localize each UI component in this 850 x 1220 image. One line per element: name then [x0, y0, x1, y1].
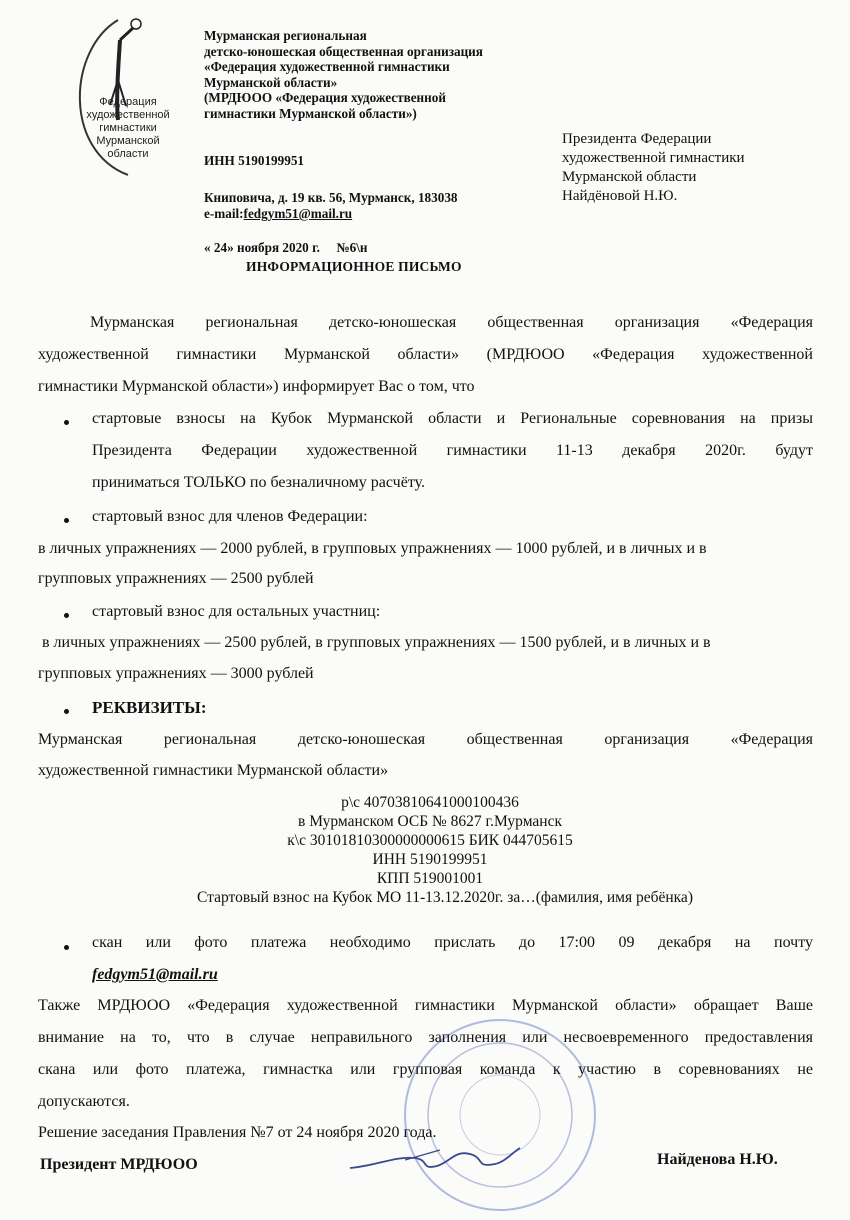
closing-line: скана или фото платежа, гимнастка или групповая команда к участию в соревнованиях не: [38, 1061, 813, 1078]
requisites-heading: РЕКВИЗИТЫ:: [92, 698, 207, 717]
bank-branch: в Мурманском ОСБ № 8627 г.Мурманск: [298, 813, 562, 830]
closing-line: внимание на то, что в случае неправильного заполнения или несвоевременного предоставления: [38, 1029, 813, 1046]
organization-header: [204, 28, 483, 121]
bullet-point: [64, 420, 69, 425]
bank-kpp: КПП 519001001: [376, 870, 484, 887]
bullet3-line: групповых упражнениях — 3000 рублей: [38, 665, 314, 682]
intro-line: гимнастики Мурманской области») информирует Вас о том, что: [38, 378, 475, 395]
bullet3-head: стартовый взнос для остальных участниц:: [92, 603, 381, 620]
requisites-org-line: художественной гимнастики Мурманской области»: [38, 762, 389, 779]
bullet-point: [64, 613, 69, 618]
requisites-org-line: Мурманская региональная детско-юношеская общественная организация «Федерация: [38, 731, 813, 748]
recipient-line: Найдёновой Н.Ю.: [562, 188, 678, 204]
logo-text: [78, 96, 178, 161]
org-line: Мурманская региональная: [204, 28, 367, 43]
org-line: «Федерация художественной гимнастики: [204, 59, 450, 74]
recipient-line: Президента Федерации: [562, 131, 712, 147]
logo-text-line: гимнастики: [99, 122, 157, 134]
payment-purpose: Стартовый взнос на Кубок МО 11-13.12.2020г. за…(фамилия, имя ребёнка): [197, 889, 693, 906]
logo-text-line: Федерация: [99, 96, 157, 108]
bullet2-line: в личных упражнениях — 2000 рублей, в групповых упражнениях — 1000 рублей, и в личных и в: [38, 540, 707, 557]
letter-number: №6\н: [336, 240, 368, 255]
bullet-point: [64, 709, 69, 714]
org-email-link[interactable]: fedgym51@mail.ru: [243, 206, 353, 221]
intro-line: Мурманская региональная детско-юношеская общественная организация «Федерация: [90, 314, 813, 331]
letter-title: ИНФОРМАЦИОННОЕ ПИСЬМО: [246, 259, 462, 274]
bullet-point: [64, 945, 69, 950]
recipient-line: художественной гимнастики: [562, 150, 745, 166]
org-line: (МРДЮОО «Федерация художественной: [204, 90, 446, 105]
org-email-line: [204, 206, 458, 222]
bullet1-line: Президента Федерации художественной гимнастики 11-13 декабря 2020г. будут: [92, 442, 813, 459]
intro-line: художественной гимнастики Мурманской области» (МРДЮОО «Федерация художественной: [38, 346, 813, 363]
bullet2-head: стартовый взнос для членов Федерации:: [92, 508, 368, 525]
payment-email-link[interactable]: fedgym51@mail.ru: [92, 966, 218, 983]
decision-note: Решение заседания Правления №7 от 24 ноября 2020 года.: [38, 1124, 437, 1141]
bank-inn: ИНН 5190199951: [372, 851, 488, 868]
bank-details: [100, 793, 760, 907]
closing-line: Также МРДЮОО «Федерация художественной гимнастики Мурманской области» обращает Ваше: [38, 997, 813, 1014]
org-line: Мурманской области»: [204, 74, 338, 90]
bullet2-line: групповых упражнениях — 2500 рублей: [38, 570, 314, 587]
recipient-block: [562, 130, 745, 206]
bullet4-line: скан или фото платежа необходимо прислать до 17:00 09 декабря на почту: [92, 934, 813, 951]
bank-correspondent: к\с 30101810300000000615 БИК 044705615: [287, 832, 573, 849]
org-address: Книповича, д. 19 кв. 56, Мурманск, 183038: [204, 190, 458, 205]
bullet4-email-line: [92, 966, 218, 984]
bullet1-line: стартовые взносы на Кубок Мурманской области и Региональные соревнования на призы: [92, 410, 813, 427]
org-contacts: [204, 190, 458, 222]
email-prefix: e-mail:: [204, 206, 244, 221]
logo-text-line: художественной: [86, 109, 170, 121]
org-line: гимнастики Мурманской области»): [204, 105, 417, 121]
bullet-point: [64, 518, 69, 523]
handwritten-signature: [345, 1138, 525, 1178]
letter-date: « 24» ноября 2020 г.: [204, 240, 320, 255]
signer-title: Президент МРДЮОО: [40, 1156, 198, 1173]
bullet3-line: в личных упражнениях — 2500 рублей, в групповых упражнениях — 1500 рублей, и в личных и в: [38, 634, 711, 651]
recipient-line: Мурманской области: [562, 169, 697, 185]
logo-text-line: Мурманской области: [96, 135, 160, 160]
signer-name: Найденова Н.Ю.: [657, 1151, 778, 1168]
bank-account: р\с 40703810641000100436: [341, 794, 519, 811]
bullet1-line: приниматься ТОЛЬКО по безналичному расчёту.: [92, 474, 425, 491]
org-line: детско-юношеская общественная организация: [204, 43, 483, 59]
closing-line: допускаются.: [38, 1093, 130, 1110]
org-inn: ИНН 5190199951: [204, 153, 305, 168]
letter-date-line: [204, 240, 367, 256]
